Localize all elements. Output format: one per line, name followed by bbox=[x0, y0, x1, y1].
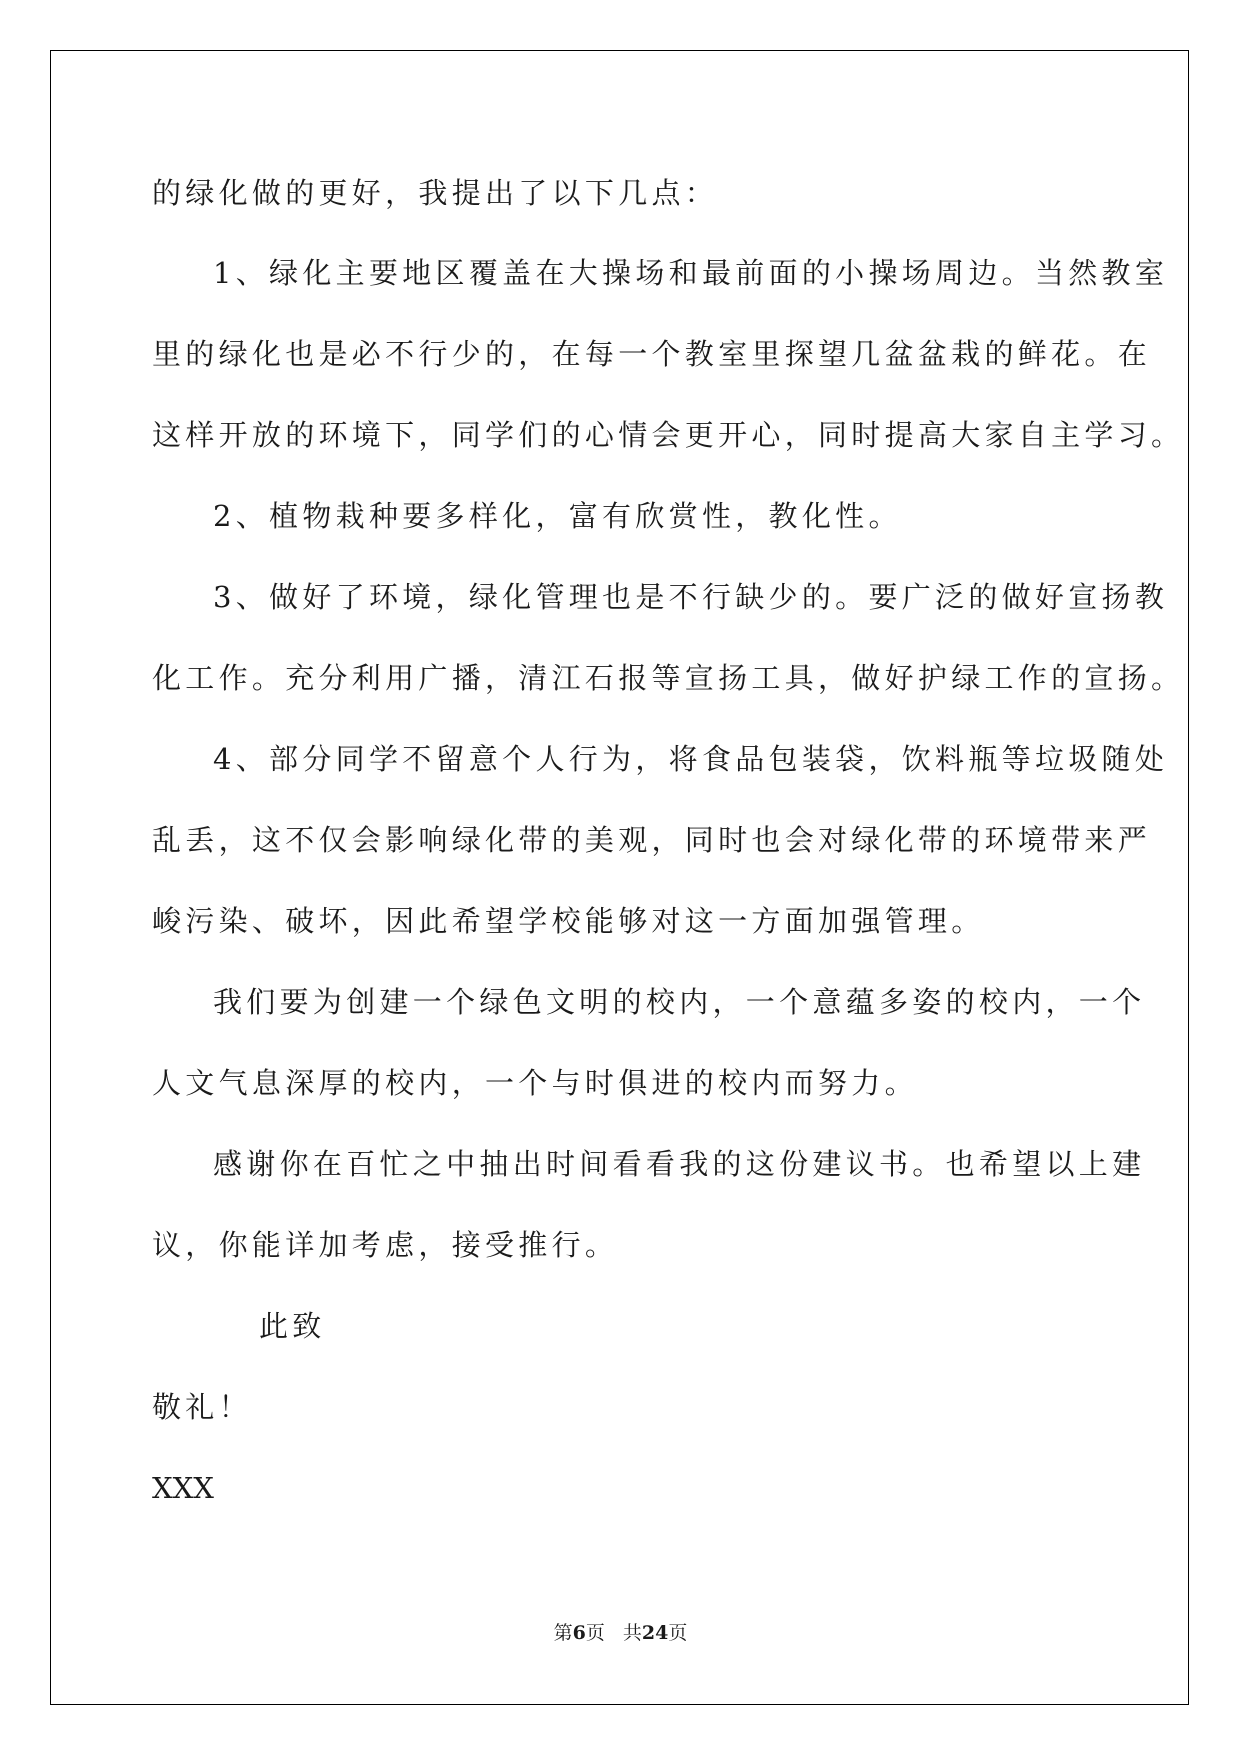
page-border bbox=[50, 50, 1189, 1705]
paragraph-line: 4、部分同学不留意个人行为，将食品包装袋，饮料瓶等垃圾随处 bbox=[213, 742, 1169, 776]
paragraph-line: 我们要为创建一个绿色文明的校内，一个意蕴多姿的校内，一个 bbox=[213, 985, 1146, 1019]
signature: XXX bbox=[152, 1471, 214, 1505]
paragraph-line: 感谢你在百忙之中抽出时间看看我的这份建议书。也希望以上建 bbox=[213, 1147, 1146, 1181]
paragraph-line: 1、绿化主要地区覆盖在大操场和最前面的小操场周边。当然教室 bbox=[213, 256, 1169, 290]
paragraph-line: 乱丢，这不仅会影响绿化带的美观，同时也会对绿化带的环境带来严 bbox=[152, 823, 1152, 857]
paragraph-line: 2、植物栽种要多样化，富有欣赏性，教化性。 bbox=[213, 499, 902, 533]
closing-greeting: 敬礼！ bbox=[152, 1390, 252, 1424]
paragraph-line: 这样开放的环境下，同学们的心情会更开心，同时提高大家自主学习。 bbox=[152, 418, 1185, 452]
paragraph-line: 峻污染、破坏，因此希望学校能够对这一方面加强管理。 bbox=[152, 904, 985, 938]
total-label-suffix: 页 bbox=[668, 1622, 688, 1644]
paragraph-line: 化工作。充分利用广播，清江石报等宣扬工具，做好护绿工作的宣扬。 bbox=[152, 661, 1185, 695]
paragraph-line: 议，你能详加考虑，接受推行。 bbox=[152, 1228, 619, 1262]
page-label-prefix: 第 bbox=[553, 1622, 573, 1644]
page-label-suffix: 页 bbox=[585, 1622, 605, 1644]
paragraph-line: 3、做好了环境，绿化管理也是不行缺少的。要广泛的做好宣扬教 bbox=[213, 580, 1169, 614]
paragraph-line: 里的绿化也是必不行少的，在每一个教室里探望几盆盆栽的鲜花。在 bbox=[152, 337, 1152, 371]
paragraph-line: 人文气息深厚的校内，一个与时俱进的校内而努力。 bbox=[152, 1066, 918, 1100]
total-pages: 24 bbox=[641, 1622, 669, 1644]
closing-salutation: 此致 bbox=[259, 1309, 326, 1343]
page-number: 6 bbox=[572, 1622, 586, 1644]
paragraph-line: 的绿化做的更好，我提出了以下几点： bbox=[152, 176, 719, 210]
page-footer bbox=[0, 1621, 1241, 1645]
total-label-prefix: 共 bbox=[622, 1622, 642, 1644]
